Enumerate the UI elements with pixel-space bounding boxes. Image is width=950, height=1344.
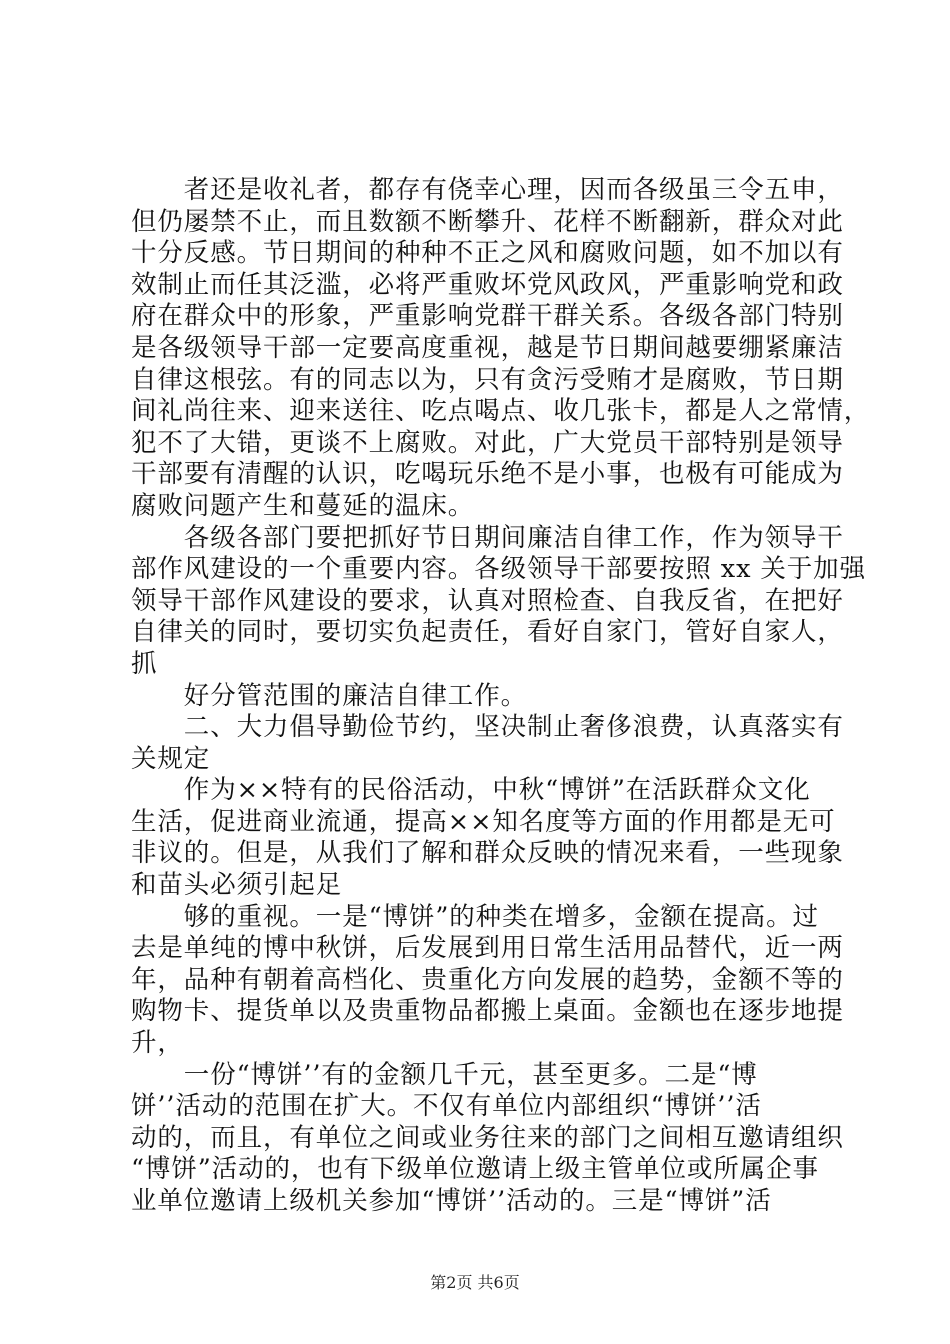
text-line: 间礼尚往来、迎来送往、吃点喝点、收几张卡，都是人之常情，: [131, 396, 871, 427]
text-line: 非议的。但是，从我们了解和群众反映的情况来看，一些现象: [131, 838, 844, 869]
text-line: 二、大力倡导勤俭节约，坚决制止奢侈浪费，认真落实有: [131, 712, 844, 743]
text-line: 犯不了大错，更谈不上腐败。对此，广大党员干部特别是领导: [131, 427, 844, 458]
text-line: 动的，而且，有单位之间或业务往来的部门之间相互邀请组织: [131, 1122, 844, 1153]
text-line: 抓: [131, 648, 158, 679]
text-line: 领导干部作风建设的要求，认真对照检查、自我反省，在把好: [131, 585, 844, 616]
text-line: 自律这根弦。有的同志以为，只有贪污受贿才是腐败，节日期: [131, 364, 844, 395]
text-line: 干部要有清醒的认识，吃喝玩乐绝不是小事，也极有可能成为: [131, 459, 844, 490]
text-line: 年，品种有朝着高档化、贵重化方向发展的趋势，金额不等的: [131, 964, 844, 995]
text-line: 业单位邀请上级机关参加“博饼’’活动的。三是“博饼”活: [131, 1186, 772, 1216]
text-line: 一份“博饼’’有的金额几千元，甚至更多。二是“博: [131, 1059, 758, 1090]
text-line: 够的重视。一是“博饼”的种类在增多，金额在提高。过: [131, 901, 819, 932]
document-body: [131, 175, 871, 1218]
text-line: 和苗头必须引起足: [131, 870, 343, 901]
text-line: 但仍屡禁不止，而且数额不断攀升、花样不断翻新，群众对此: [131, 206, 844, 237]
text-line: “博饼”活动的，也有下级单位邀请上级主管单位或所属企事: [131, 1154, 819, 1185]
text-line: 十分反感。节日期间的种种不正之风和腐败问题，如不加以有: [131, 238, 844, 269]
text-line: 生活，促进商业流通，提高××知名度等方面的作用都是无可: [131, 806, 836, 837]
text-line: 各级各部门要把抓好节日期间廉洁自律工作，作为领导干: [131, 522, 844, 553]
text-line: 关规定: [131, 743, 211, 774]
text-line: 好分管范围的廉洁自律工作。: [131, 680, 528, 711]
text-line: 去是单纯的博中秋饼，后发展到用日常生活用品替代，近一两: [131, 933, 844, 964]
text-line: 效制止而任其泛滥，必将严重败坏党风政风，严重影响党和政: [131, 269, 844, 300]
text-line: 部作风建设的一个重要内容。各级领导干部要按照 xx 关于加强: [131, 554, 866, 585]
text-line: 升，: [131, 1028, 184, 1059]
page-number-footer: 第2页 共6页: [430, 1273, 520, 1292]
text-line: 者还是收礼者，都存有侥幸心理，因而各级虽三令五申，: [131, 175, 844, 205]
text-line: 府在群众中的形象，严重影响党群干群关系。各级各部门特别: [131, 301, 844, 332]
text-line: 是各级领导干部一定要高度重视，越是节日期间越要绷紧廉洁: [131, 332, 844, 363]
text-line: 饼’’活动的范围在扩大。不仅有单位内部组织“博饼’’活: [131, 1091, 762, 1122]
text-line: 腐败问题产生和蔓延的温床。: [131, 490, 475, 521]
text-line: 自律关的同时，要切实负起责任，看好自家门，管好自家人，: [131, 617, 844, 648]
text-line: 购物卡、提货单以及贵重物品都搬上桌面。金额也在逐步地提: [131, 996, 844, 1027]
text-line: 作为××特有的民俗活动，中秋“博饼”在活跃群众文化: [131, 775, 811, 806]
